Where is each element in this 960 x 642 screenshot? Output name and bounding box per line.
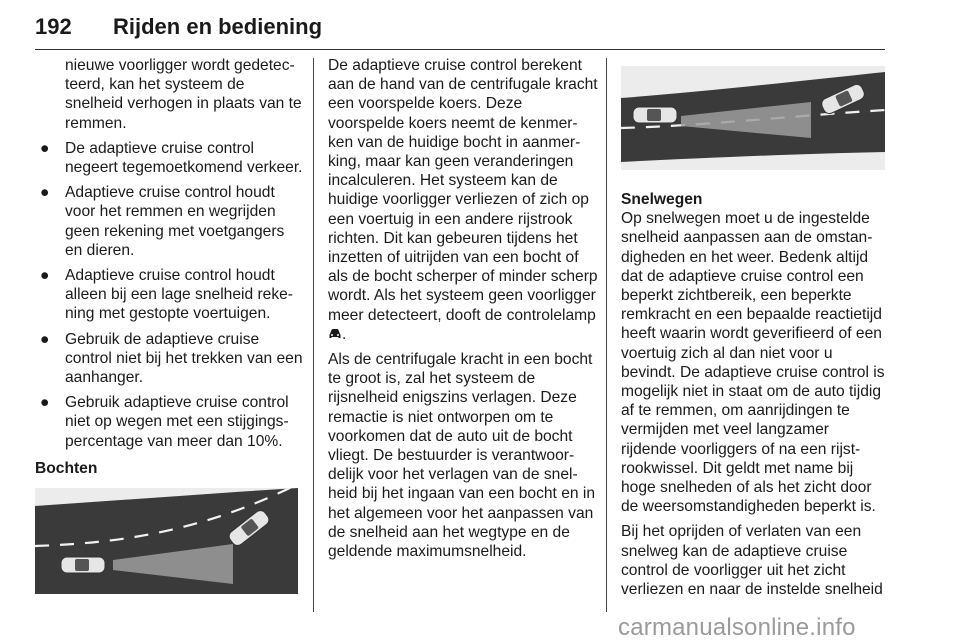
watermark: carmanualsonline.info <box>618 614 856 641</box>
car-icon <box>61 557 105 573</box>
car-front-icon <box>328 328 342 340</box>
bullet-icon: ● <box>40 330 50 348</box>
list-item <box>35 330 303 388</box>
page-header <box>35 6 885 50</box>
section-heading: Bochten <box>35 459 98 477</box>
body-text: . <box>342 325 347 343</box>
bullet-icon: ● <box>40 394 50 412</box>
highway-road-drawing <box>621 66 885 170</box>
list-item-text: Gebruik adaptieve cruise control niet op wegen met een stijgings-percentage van meer dan 10%. <box>65 394 289 450</box>
bullet-icon: ● <box>40 184 50 202</box>
column-middle <box>328 56 600 567</box>
highway-illustration <box>621 66 885 170</box>
bullet-icon: ● <box>40 267 50 285</box>
body-paragraph <box>328 56 600 344</box>
subheading: Snelwegen <box>621 191 703 208</box>
list-item <box>35 183 303 260</box>
column-divider <box>606 58 607 612</box>
list-item-text: Gebruik de adaptieve cruise control niet bij het trekken van een aanhanger. <box>65 330 303 387</box>
column-left <box>35 56 303 594</box>
list-item-text: De adaptieve cruise control negeert tegemoetkomend verkeer. <box>65 139 303 177</box>
page-number: 192 <box>35 14 72 39</box>
list-item <box>35 393 303 451</box>
curve-illustration <box>35 488 298 594</box>
column-divider <box>313 58 314 612</box>
list-item <box>35 266 303 324</box>
list-item <box>35 139 303 177</box>
section-title: Rijden en bediening <box>113 14 323 39</box>
continued-paragraph: nieuwe voorligger wordt gedetec-teerd, kan het systeem de snelheid verhogen in plaats van te remmen. <box>65 57 302 132</box>
body-paragraph: Bij het oprijden of verlaten van een snelweg kan de adaptieve cruise control de voorligger uit het zicht verliezen en naar de instelde snelheid <box>621 523 883 599</box>
header-rule <box>35 49 885 50</box>
body-text: De adaptieve cruise control berekent aan de hand van de centrifugale kracht een voorspelde koers. Deze voorspelde koers neemt de kenmer-ken van de huidige bocht in aanmer-king, maar kan geen veranderingen incalculeren. Het systeem kan de huidige voorligger verliezen of zich op een voertuig in een andere rijstrook richten. Dit kan gebeuren tijdens het inzetten of uitrijden van een bocht of als de bocht scherper of minder scherp wordt. Als het systeem geen voorligger meer detecteert, dooft de controlelamp <box>328 57 598 324</box>
column-right <box>621 56 887 605</box>
body-paragraph: Als de centrifugale kracht in een bocht te groot is, zal het systeem de rijsnelheid enigszins verlagen. Deze remactie is niet ontworpen om te voorkomen dat de auto uit de bocht vliegt. De bestuurder is verantwoor-delijk voor het verlagen van de snel-heid bij het ingaan van een bocht en in het algemeen voor het aanpassen van de snelheid aan het wegtype en de geldende maximumsnelheid. <box>328 351 596 561</box>
list-item-text: Adaptieve cruise control houdt voor het remmen en wegrijden geen rekening met voetgangers en dieren. <box>65 184 285 259</box>
list-item-text: Adaptieve cruise control houdt alleen bij een lage snelheid reke-ning met gestopte voertuigen. <box>65 267 293 323</box>
bullet-icon: ● <box>40 139 50 157</box>
curve-road-drawing <box>35 488 298 594</box>
car-icon <box>633 107 677 123</box>
body-paragraph: Op snelwegen moet u de ingestelde snelheid aanpassen aan de omstan-digheden en het weer. Bedenk altijd dat de adaptieve cruise control een beperkt zichtbereik, een beperkte remkracht en een bepaalde reactietijd heeft waarin wordt geverifieerd of een voertuig zich al dan niet voor u bevindt. De adaptieve cruise control is mogelijk niet in staat om de auto tijdig af te remmen, om aanrijdingen te vermijden met veel langzamer rijdende voorliggers of na een rijst-rookwissel. Dit geldt met name bij hoge snelheden of als het zicht door de weersomstandigheden beperkt is. <box>621 210 885 516</box>
